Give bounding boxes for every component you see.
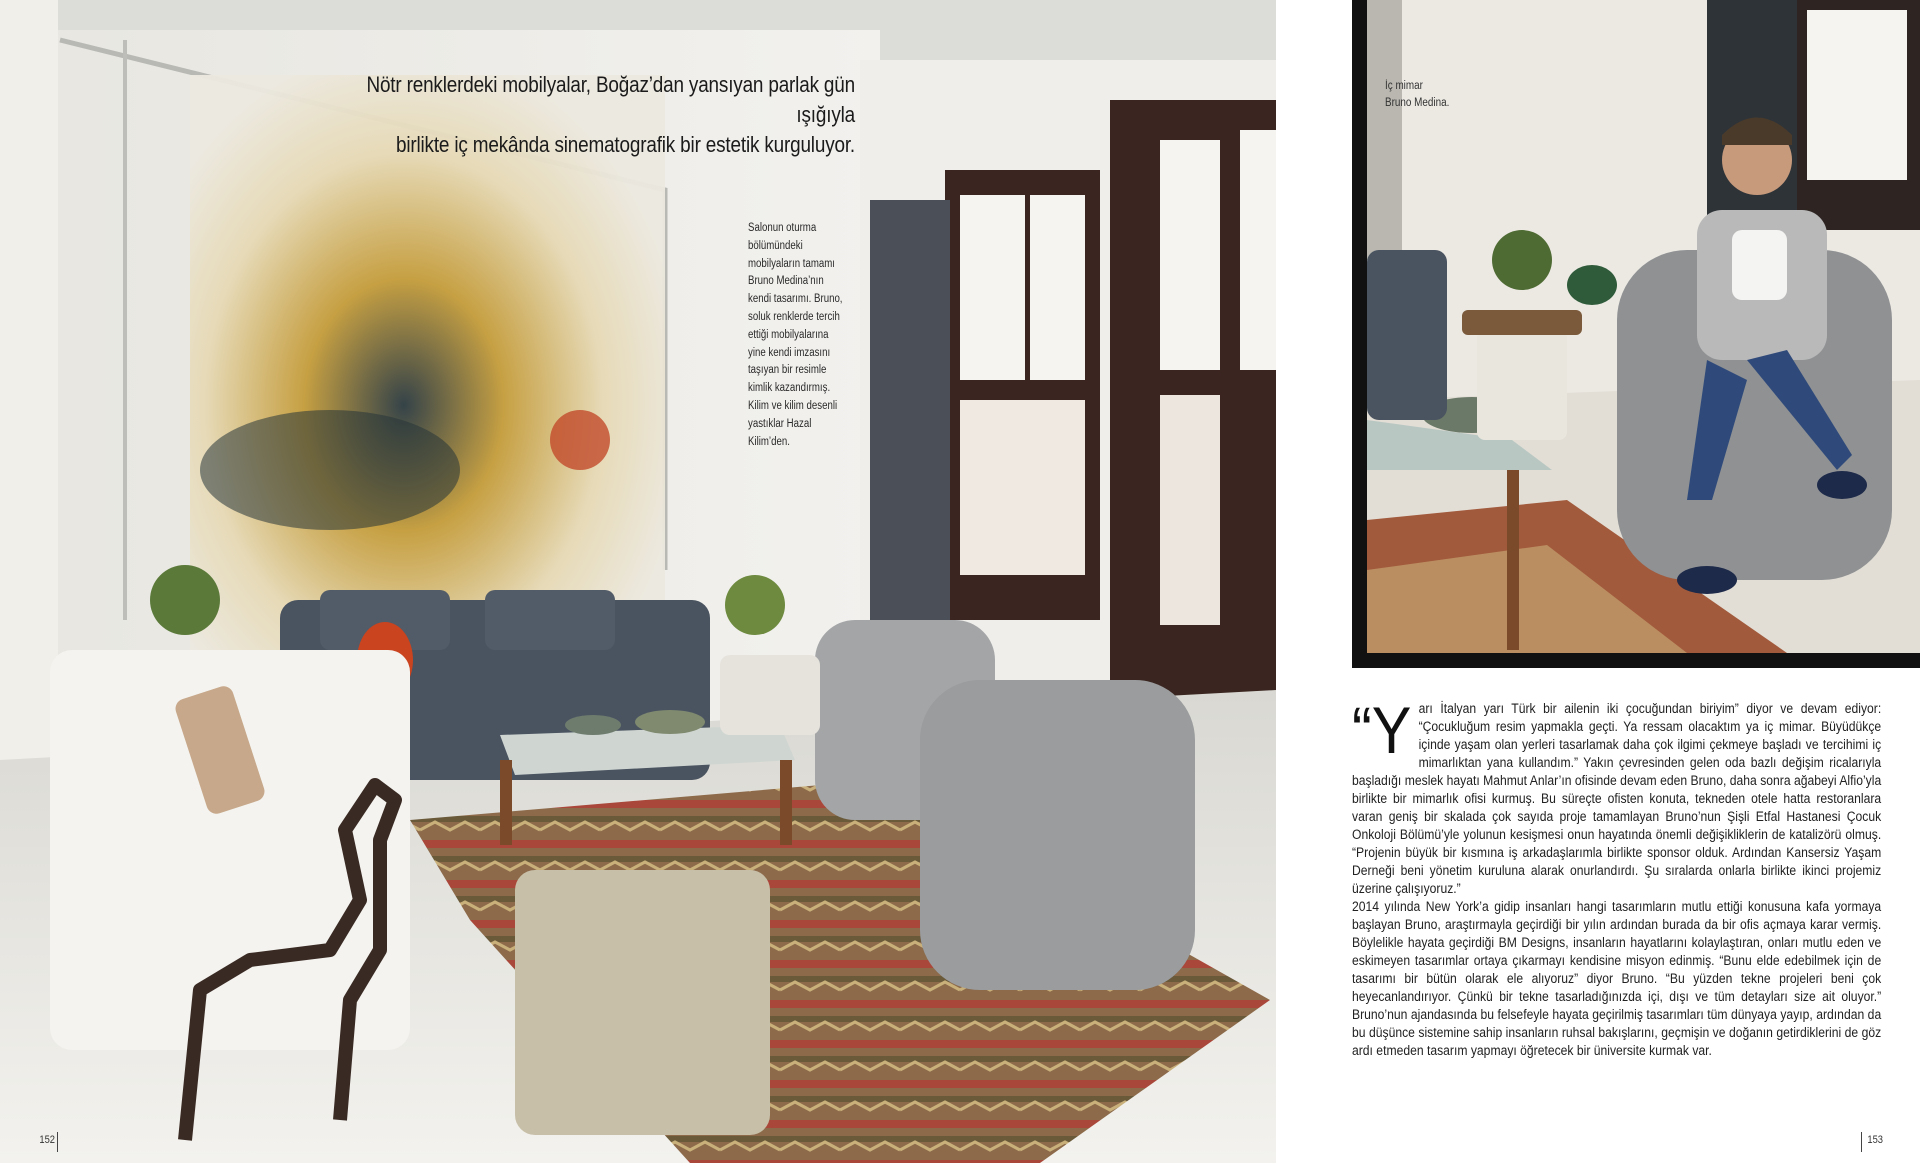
page-rule-right [1861, 1132, 1862, 1152]
headline-line-1: Nötr renklerdeki mobilyalar, Boğaz’dan yansıyan parlak gün ışığıyla [366, 72, 855, 127]
page-rule-left [57, 1132, 58, 1152]
drop-cap: “Y [1352, 693, 1412, 767]
headline-line-2: birlikte iç mekânda sinematografik bir estetik kurguluyor. [395, 132, 855, 157]
page-gutter [1276, 0, 1352, 1163]
article-paragraph-2: 2014 yılında New York’a gidip insanları hangi tasarımların mutlu ettiği konusuna kafa yormaya başlayan Bruno, araştırmayla geçirdiği bir yılın ardından burada da bir ofis açmaya karar vermiş. Böylelikle hayata geçirdiği BM Designs, insanların hayatlarını kolaylaştıran, onları mutlu eden ve eskimeyen tasarımlar ortaya çıkarmayı kendisine misyon edinmiş. “Bunu elde edebilmek için de tasarımı bir bütün olarak ele alıyoruz” diyor Bruno. “Bu yüzden tekne projeleri beni çok heyecanlandırıyor. Çünkü bir tekne tasarladığınızda içi, dışı ve tüm detayları size ait oluyor.” Bruno’nun ajandasında bu felsefeyle hayata geçirilmiş tasarımları tüm dünyaya yayıp, ardından da bu düşünce sistemine sahip insanların ruhsal bakışlarını, geçmişin ve doğanın getirdiklerini de göz ardı etmeden tasarım yapmayı öğretecek bir üniversite kurmak var. [1352, 899, 1882, 1058]
architect-caption [1385, 78, 1488, 112]
page-number-right: 153 [1867, 1134, 1883, 1146]
architect-caption-line-2: Bruno Medina. [1385, 97, 1450, 109]
article-paragraph-1-text: arı İtalyan yarı Türk bir ailenin iki çocuğundan biriyim” diyor ve devam ediyor: “Çocukluğum resim yapmakla geçti. Ya ressam olacaktım ya iç mimar. Büyüdükçe içinde yaşam olan yerleri tasarlamak daha çok ilgimi çekmeye başladı ve tercihimi iç mimarlıktan yana kullandım.” Yakın çevresinden gelen oda bazlı değişim ricalarıyla başladığı meslek hayatı Mahmut Anlar’ın ofisinde devam eden Bruno, daha sonra ağabeyi Alfio’yla birlikte bir mimarlık ofisi kurmuş. Bu süreçte ofisten konuta, tekneden otele hatta restoranlara varan geniş bir skalada çok sayıda proje tamamlayan Bruno’nun Şişli Etfal Hastanesi Çocuk Onkoloji Bölümü’yle yolunun kesişmesi onun hayatında önemli değişikliklerin de katalizörü olmuş. “Projenin büyük bir kısmına iş arkadaşlarımla birlikte sponsor olduk. Ardından Kansersiz Yaşam Derneği beni yönetim kuruluna alarak onurlandırdı. Şu sıralarda onlarla birlikte ikinci projemiz üzerine çalışıyoruz.” [1352, 701, 1882, 896]
headline [326, 70, 855, 160]
article-paragraph-1 [1352, 693, 1882, 898]
article-body [1352, 693, 1882, 1060]
architect-caption-line-1: İç mimar [1385, 80, 1423, 92]
living-room-caption: Salonun oturma bölümündeki mobilyaların tamamı Bruno Medina’nın kendi tasarımı. Bruno, soluk renklerde tercih ettiği mobilyalarına yine kendi imzasını taşıyan bir resimle kimlik kazandırmış. Kilim ve kilim desenli yastıklar Hazal Kilim’den. [748, 222, 843, 448]
page-number-left: 152 [39, 1134, 55, 1146]
